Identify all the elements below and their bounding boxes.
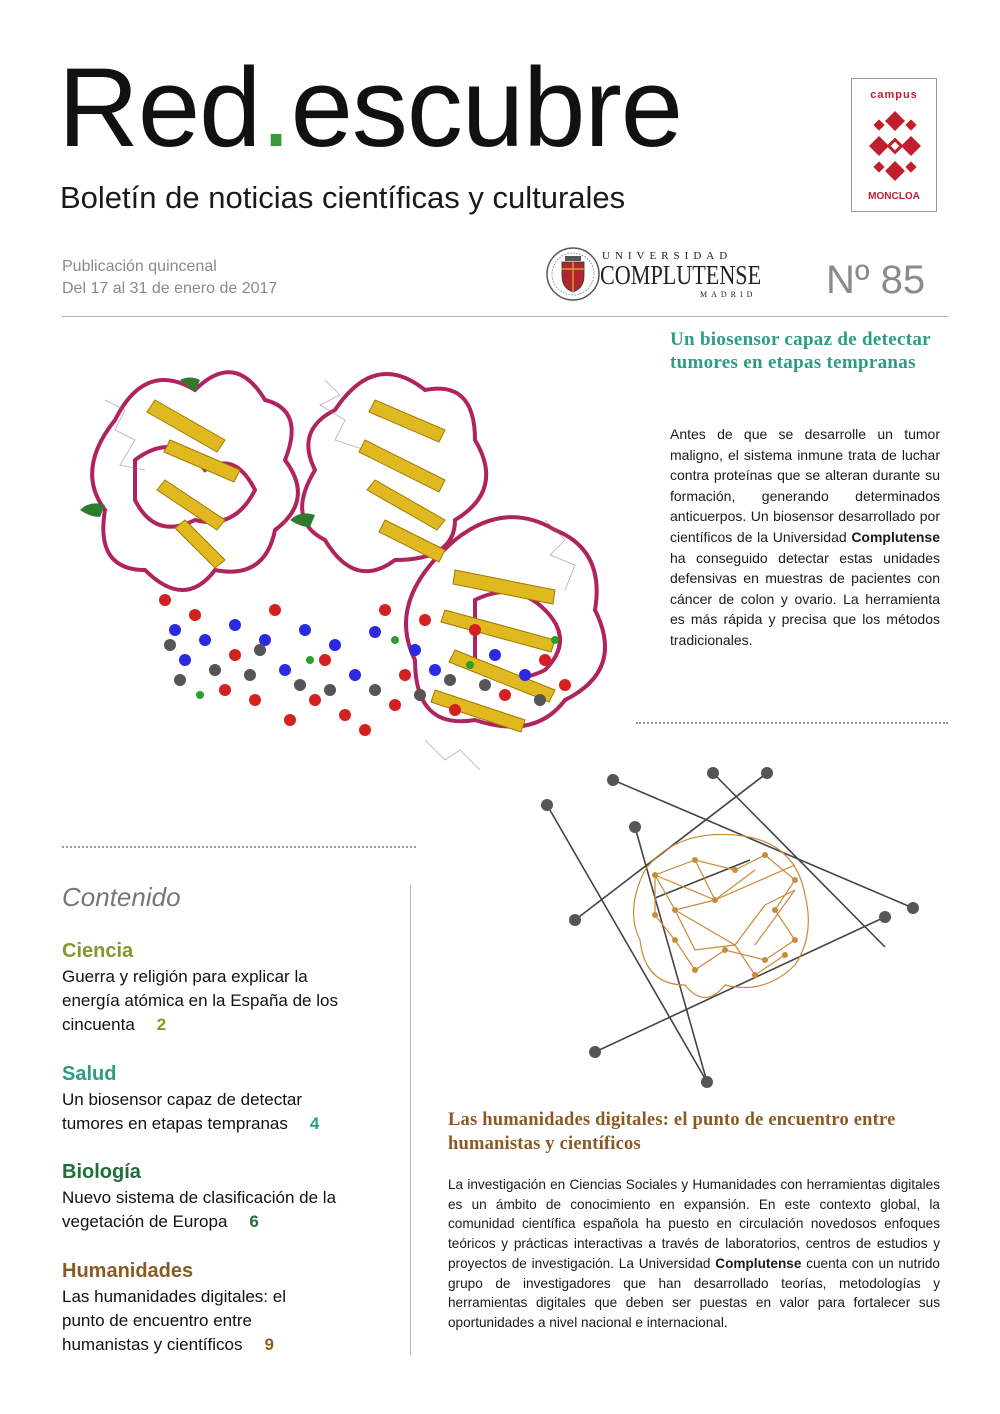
article-humanidades-body bbox=[448, 1175, 940, 1333]
campus-moncloa-logo bbox=[851, 78, 937, 212]
publication-frequency: Publicación quincenal bbox=[62, 258, 217, 275]
header-divider bbox=[62, 316, 948, 317]
toc-item-humanidades[interactable] bbox=[62, 1285, 302, 1357]
toc-category-salud[interactable]: Salud bbox=[62, 1063, 117, 1085]
title-part1: Red bbox=[58, 45, 261, 170]
toc-page-humanidades: 9 bbox=[264, 1335, 274, 1354]
article-biosensor-body bbox=[670, 424, 940, 651]
article-biosensor-body-part1: Antes de que se desarrolle un tumor maligno, el sistema inmune trata de luchar contra proteínas que se alteran durante su formación, generando determinados anticuerpos. Un biosensor desarrollado por científicos de la Universidad bbox=[670, 426, 940, 545]
article-biosensor-body-part2: ha conseguido detectar estas unidades defensivas en muestras de pacientes con cáncer de colon y ovario. La herramienta es más rápida y precisa que los métodos tradicionales. bbox=[670, 549, 940, 648]
toc-item-salud[interactable] bbox=[62, 1088, 362, 1136]
toc-category-biologia[interactable]: Biología bbox=[62, 1161, 141, 1183]
ucm-logo-line3: MADRID bbox=[700, 290, 757, 299]
toc-category-ciencia[interactable]: Ciencia bbox=[62, 940, 134, 962]
protein-dna-illustration bbox=[75, 340, 645, 785]
campus-logo-top: campus bbox=[870, 89, 918, 101]
toc-page-biologia: 6 bbox=[249, 1212, 259, 1231]
publication-info bbox=[62, 256, 277, 300]
article-humanidades-title: Las humanidades digitales: el punto de encuentro entre humanistas y científicos bbox=[448, 1110, 896, 1154]
article-humanidades-body-part2: cuenta con un nutrido grupo de investigadores que han desarrollado teorías, metodologías y herramientas digitales que deben ser puestas en valor para fortalecer sus oportunidades a nivel nacional e internacional. bbox=[448, 1255, 940, 1330]
toc-item-ciencia[interactable] bbox=[62, 965, 352, 1037]
toc-item-humanidades-text: Las humanidades digitales: el punto de encuentro entre humanistas y científicos bbox=[62, 1287, 286, 1354]
toc-dotted-rule bbox=[62, 846, 416, 848]
article-biosensor-title: Un biosensor capaz de detectar tumores en etapas tempranas bbox=[670, 329, 931, 373]
title-part2: escubre bbox=[290, 45, 683, 170]
digital-brain-network-illustration bbox=[535, 765, 935, 1095]
ucm-logo-line2: COMPLUTENSE bbox=[600, 260, 762, 290]
toc-heading: Contenido bbox=[62, 882, 181, 912]
masthead-title bbox=[58, 45, 683, 170]
campus-logo-bottom: MONCLOA bbox=[868, 191, 920, 202]
toc-page-salud: 4 bbox=[309, 1114, 320, 1133]
article-biosensor-body-bold: Complutense bbox=[851, 528, 940, 545]
toc-item-ciencia-text: Guerra y religión para explicar la energía atómica en la España de los cincuenta bbox=[62, 967, 338, 1034]
campus-knot-icon bbox=[865, 107, 925, 185]
article-humanidades-body-bold: Complutense bbox=[715, 1255, 802, 1271]
toc-category-humanidades[interactable]: Humanidades bbox=[62, 1260, 194, 1282]
masthead-subtitle: Boletín de noticias científicas y culturales bbox=[60, 180, 626, 215]
publication-date-range: Del 17 al 31 de enero de 2017 bbox=[62, 280, 278, 297]
ucm-logo-line1: UNIVERSIDAD bbox=[602, 250, 733, 262]
issue-number: Nº 85 bbox=[826, 258, 926, 302]
toc-page-ciencia: 2 bbox=[156, 1015, 167, 1034]
article-humanidades-body-part1: La investigación en Ciencias Sociales y Humanidades con herramientas digitales es un ámbito de conocimiento en expansión. En este contexto global, la comunidad científica española ha puesto en circulación novedosos enfoques teóricos y prácticas interactivas a través de laboratorios, centros de estudios y proyectos de investigación. La Universidad bbox=[448, 1177, 940, 1271]
toc-item-biologia-text: Nuevo sistema de clasificación de la vegetación de Europa bbox=[62, 1188, 337, 1231]
toc-item-biologia[interactable] bbox=[62, 1186, 362, 1234]
column-divider bbox=[410, 885, 411, 1355]
title-green-dot: . bbox=[260, 45, 291, 170]
article-biosensor-dotted-rule bbox=[636, 722, 948, 724]
toc-item-salud-text: Un biosensor capaz de detectar tumores en etapas tempranas bbox=[62, 1090, 303, 1133]
